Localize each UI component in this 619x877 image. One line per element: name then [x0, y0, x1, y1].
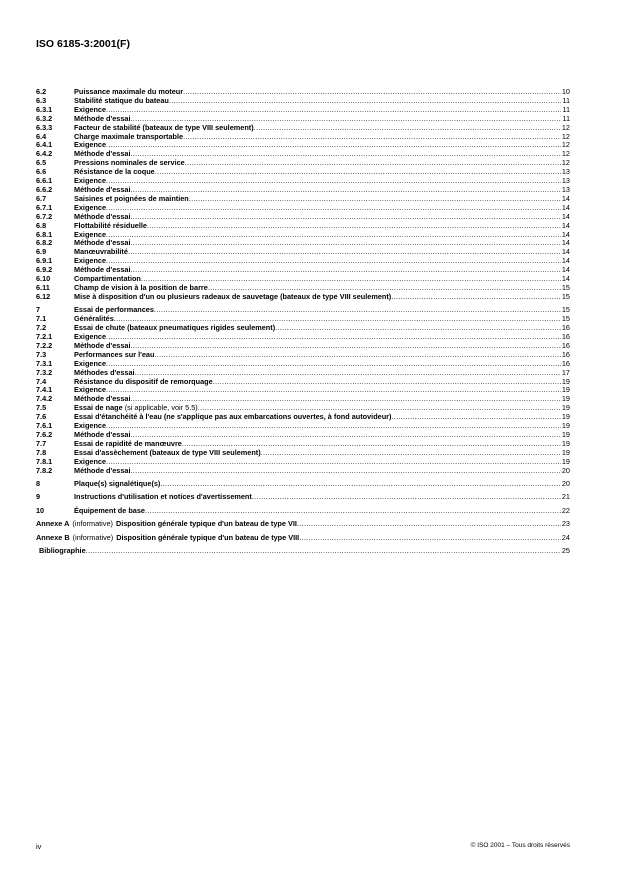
- toc-entry-number: Annexe B: [36, 532, 70, 542]
- toc-dot-leader: [106, 360, 561, 369]
- toc-entry-number: 7.8.2: [36, 465, 53, 475]
- toc-entry-title-text: Flottabilité résiduelle: [74, 220, 147, 230]
- toc-entry-page: 19: [561, 421, 570, 431]
- toc-entry-number: 6.3: [36, 95, 47, 105]
- page-number: iv: [36, 842, 42, 851]
- toc-entry-number: 6.8.2: [36, 238, 53, 248]
- toc-entry[interactable]: [36, 168, 570, 177]
- toc-entry-number: 6.6.2: [36, 184, 53, 194]
- toc-entry-page: 19: [561, 403, 570, 413]
- toc-entry[interactable]: [36, 534, 570, 543]
- toc-entry-page: 11: [562, 104, 570, 114]
- toc-entry-title-text: Exigence: [74, 140, 107, 150]
- toc-entry-page: 15: [561, 305, 570, 315]
- toc-entry-title-text: Exigence: [74, 385, 107, 395]
- toc-dot-leader: [154, 351, 560, 360]
- toc-entry-number: 7.5: [36, 403, 47, 413]
- toc-entry-number: 7.2.2: [36, 340, 53, 350]
- toc-entry-title: [74, 293, 391, 302]
- toc-dot-leader: [213, 378, 561, 387]
- toc-entry[interactable]: [36, 507, 570, 516]
- toc-entry-number: 7.6.1: [36, 421, 53, 431]
- toc-dot-leader: [155, 168, 561, 177]
- toc-dot-leader: [154, 306, 561, 315]
- toc-entry-page: 15: [561, 282, 570, 292]
- copyright-notice: © ISO 2001 – Tous droits réservés: [470, 842, 570, 849]
- toc-dot-leader: [145, 507, 561, 516]
- toc-dot-leader: [106, 231, 561, 240]
- toc-entry-page: 14: [561, 238, 570, 248]
- toc-entry-number: 7.8.1: [36, 456, 53, 466]
- toc-entry-title-text: Performances sur l'eau: [74, 349, 155, 359]
- toc-dot-leader: [130, 342, 560, 351]
- toc-entry-page: 14: [561, 193, 570, 203]
- toc-entry-title-text: Mise à disposition d'un ou plusieurs radeaux de sauvetage (bateaux de type VIII seulement): [74, 291, 392, 301]
- toc-entry-number: 6.8: [36, 220, 47, 230]
- toc-entry-number: 6.3.3: [36, 122, 53, 132]
- toc-entry-number: 8: [36, 478, 41, 488]
- toc-dot-leader: [160, 480, 561, 489]
- toc-entry[interactable]: [36, 324, 570, 333]
- toc-entry[interactable]: [36, 467, 570, 476]
- toc-entry-title-text: Exigence: [74, 358, 107, 368]
- toc-entry-page: 19: [561, 394, 570, 404]
- toc-entry-number: 6.4: [36, 131, 47, 141]
- toc-entry-title: [74, 480, 160, 489]
- toc-entry-title-text: Pressions nominales de service: [74, 158, 185, 168]
- toc-entry-number: 6.2: [36, 87, 47, 96]
- toc-entry-page: 16: [561, 340, 570, 350]
- toc-dot-leader: [183, 133, 561, 142]
- toc-entry-page: 19: [561, 438, 570, 448]
- toc-entry[interactable]: [36, 520, 570, 529]
- toc-entry-page: 14: [561, 274, 570, 284]
- toc-dot-leader: [106, 177, 561, 186]
- toc-entry-number: 6.9.2: [36, 265, 53, 275]
- toc-entry[interactable]: [36, 306, 570, 315]
- toc-dot-leader: [261, 449, 561, 458]
- toc-entry-page: 20: [561, 465, 570, 475]
- toc-dot-leader: [297, 520, 561, 529]
- toc-entry-number: 7.6.2: [36, 429, 53, 439]
- toc-entry-page: 12: [561, 131, 570, 141]
- toc-entry-page: 23: [561, 519, 570, 529]
- toc-entry-number: 6.8.1: [36, 229, 53, 239]
- toc-entry-number: 6.7: [36, 193, 47, 203]
- toc-entry-number: 6.9: [36, 247, 47, 257]
- toc-entry-page: 19: [561, 456, 570, 466]
- toc-entry-number: 7.3: [36, 349, 47, 359]
- toc-entry-page: 14: [561, 247, 570, 257]
- toc-dot-leader: [391, 293, 561, 302]
- toc-entry-page: 15: [561, 291, 570, 301]
- toc-entry-page: 24: [561, 532, 570, 542]
- toc-entry-page: 19: [561, 376, 570, 386]
- toc-entry[interactable]: [36, 248, 570, 257]
- toc-entry-title-text: Champ de vision à la position de barre: [74, 282, 208, 292]
- toc-entry-number: 7.4: [36, 376, 47, 386]
- toc-dot-leader: [391, 413, 560, 422]
- toc-entry-number: 6.5: [36, 158, 47, 168]
- toc-entry-title-text: Méthode d'essai: [74, 265, 131, 275]
- toc-dot-leader: [106, 422, 561, 431]
- toc-entry-title-text: Charge maximale transportable: [74, 131, 184, 141]
- toc-entry-title-text: Instructions d'utilisation et notices d'avertissement: [74, 492, 252, 502]
- toc-entry-page: 14: [561, 220, 570, 230]
- toc-entry-number: 6.7.2: [36, 211, 53, 221]
- toc-entry-number: 6.3.1: [36, 104, 53, 114]
- toc-dot-leader: [130, 150, 560, 159]
- toc-dot-leader: [106, 106, 561, 115]
- toc-entry-title-text: Méthode d'essai: [74, 211, 131, 221]
- toc-dot-leader: [275, 324, 561, 333]
- toc-entry-title-text: Exigence: [74, 176, 107, 186]
- toc-entry-page: 14: [561, 202, 570, 212]
- toc-entry-number: 7.1: [36, 314, 47, 324]
- toc-dot-leader: [130, 431, 560, 440]
- toc-entry-page: 19: [561, 429, 570, 439]
- toc-entry-title-text: Plaque(s) signalétique(s): [74, 478, 161, 488]
- toc-entry-title-text: Résistance du dispositif de remorquage: [74, 376, 213, 386]
- toc-dot-leader: [189, 195, 561, 204]
- toc-entry-page: 19: [561, 385, 570, 395]
- toc-entry[interactable]: [36, 378, 570, 387]
- toc-entry-title-text: Bibliographie: [39, 546, 86, 555]
- toc-entry[interactable]: [36, 351, 570, 360]
- toc-entry-title-text: Disposition générale typique d'un bateau de type VII: [115, 519, 297, 529]
- toc-entry-title: [74, 507, 145, 516]
- toc-entry[interactable]: [36, 449, 570, 458]
- toc-entry-page: 16: [561, 358, 570, 368]
- toc-entry-title-text: Méthodes d'essai: [74, 367, 135, 377]
- toc-dot-leader: [185, 159, 561, 168]
- toc-entry[interactable]: [36, 195, 570, 204]
- toc-dot-leader: [106, 204, 561, 213]
- toc-entry-page: 15: [561, 314, 570, 324]
- toc-entry-title-text: Méthode d'essai: [74, 465, 131, 475]
- toc-entry-title-text: Essai de rapidité de manœuvre: [74, 438, 182, 448]
- toc-entry-title-text: Méthode d'essai: [74, 184, 131, 194]
- toc-entry-number: 7.6: [36, 412, 47, 422]
- toc-entry-number: Annexe A: [36, 519, 70, 529]
- toc-entry[interactable]: [36, 133, 570, 142]
- toc-annex-note: (informative): [72, 532, 114, 542]
- toc-dot-leader: [254, 124, 561, 133]
- toc-entry-title-text: Disposition générale typique d'un bateau de type VIII: [116, 532, 300, 542]
- toc-entry[interactable]: [36, 547, 570, 556]
- toc-entry-page: 25: [561, 546, 570, 555]
- toc-entry-page: 19: [561, 412, 570, 422]
- toc-entry[interactable]: [36, 413, 570, 422]
- toc-entry-title-text: Facteur de stabilité (bateaux de type VIII seulement): [74, 122, 254, 132]
- toc-entry-title-text: Exigence: [74, 421, 107, 431]
- toc-entry-title-text: Méthode d'essai: [74, 394, 131, 404]
- toc-entry-page: 12: [561, 140, 570, 150]
- toc-entry-title: [116, 534, 299, 543]
- toc-entry-number: 6.10: [36, 274, 51, 284]
- toc-dot-leader: [106, 333, 561, 342]
- toc-entry-page: 14: [561, 265, 570, 275]
- toc-entry-number: 6.3.2: [36, 113, 53, 123]
- toc-entry-title-text: Puissance maximale du moteur: [74, 87, 184, 96]
- toc-entry-page: 13: [561, 184, 570, 194]
- toc-entry-page: 13: [561, 167, 570, 177]
- toc-entry-number: 7.8: [36, 447, 47, 457]
- toc-entry-title-text: Méthode d'essai: [74, 429, 131, 439]
- toc-dot-leader: [106, 386, 561, 395]
- toc-entry-page: 13: [561, 176, 570, 186]
- toc-entry-title-text: Essai d'assèchement (bateaux de type VIII seulement): [74, 447, 261, 457]
- toc-dot-leader: [252, 493, 561, 502]
- toc-entry-title-text: Équipement de base: [74, 505, 145, 515]
- toc-entry-number: 7.2: [36, 323, 47, 333]
- toc-entry-page: 11: [562, 113, 570, 123]
- toc-dot-leader: [147, 222, 561, 231]
- toc-entry-title-text: Méthode d'essai: [74, 238, 131, 248]
- toc-entry-page: 12: [561, 158, 570, 168]
- toc-entry-title-text: Généralités: [74, 314, 114, 324]
- toc-entry-title-text: Exigence: [74, 331, 107, 341]
- toc-entry-title-text: Compartimentation: [74, 274, 141, 284]
- toc-entry-page: 16: [561, 331, 570, 341]
- toc-entry-number: 6.12: [36, 291, 51, 301]
- toc-entry-page: 16: [561, 349, 570, 359]
- toc-entry-title-text: Exigence: [74, 456, 107, 466]
- toc-entry-page: 14: [561, 256, 570, 266]
- toc-dot-leader: [130, 213, 560, 222]
- toc-dot-leader: [106, 257, 561, 266]
- toc-entry-page: 21: [561, 492, 570, 502]
- toc-dot-leader: [130, 467, 560, 476]
- toc-entry-title: [39, 547, 86, 556]
- toc-entry-number: 7.4.2: [36, 394, 53, 404]
- toc-entry-title-text: Essai de chute (bateaux pneumatiques rigides seulement): [74, 323, 276, 333]
- toc-entry-number: 7.3.1: [36, 358, 53, 368]
- toc-entry[interactable]: [36, 97, 570, 106]
- toc-entry[interactable]: [36, 493, 570, 502]
- toc-entry-number: 6.4.1: [36, 140, 53, 150]
- toc-entry-title: [116, 520, 297, 529]
- toc-entry-title-text: Exigence: [74, 256, 107, 266]
- toc-entry-page: 10: [561, 87, 570, 96]
- toc-entry-title-text: Essai de performances: [74, 305, 154, 315]
- toc-entry-title: [74, 413, 391, 422]
- toc-entry-page: 22: [561, 505, 570, 515]
- toc-entry-number: 10: [36, 505, 45, 515]
- toc-entry-title-text: Méthode d'essai: [74, 340, 131, 350]
- toc-entry-page: 11: [562, 95, 570, 105]
- toc-entry-title-text: Méthode d'essai: [74, 113, 131, 123]
- table-of-contents: [36, 88, 570, 556]
- toc-entry-number: 7.2.1: [36, 331, 53, 341]
- toc-entry-number: 7.3.2: [36, 367, 53, 377]
- toc-entry[interactable]: [36, 480, 570, 489]
- toc-entry-number: 7: [36, 305, 41, 315]
- toc-entry-title-text: Exigence: [74, 104, 107, 114]
- toc-dot-leader: [299, 534, 561, 543]
- toc-entry-page: 12: [561, 122, 570, 132]
- toc-dot-leader: [128, 248, 561, 257]
- toc-entry-title-text: Méthode d'essai: [74, 149, 131, 159]
- toc-entry-title-text: Stabilité statique du bateau: [74, 95, 169, 105]
- toc-entry-number: 6.4.2: [36, 149, 53, 159]
- toc-entry-number: 6.7.1: [36, 202, 53, 212]
- toc-dot-leader: [106, 458, 561, 467]
- toc-entry-title: [74, 493, 252, 502]
- toc-entry-page: 12: [561, 149, 570, 159]
- toc-entry-title-text: Essai de nage: [74, 403, 123, 413]
- toc-entry-title-text: Manœuvrabilité: [74, 247, 128, 257]
- toc-entry-page: 19: [561, 447, 570, 457]
- toc-entry-page: 17: [561, 367, 570, 377]
- toc-dot-leader: [169, 97, 562, 106]
- toc-entry-number: 6.11: [36, 282, 50, 292]
- toc-dot-leader: [130, 239, 560, 248]
- toc-entry-page: 16: [561, 323, 570, 333]
- toc-dot-leader: [130, 266, 560, 275]
- toc-dot-leader: [130, 186, 560, 195]
- toc-entry-page: 14: [561, 229, 570, 239]
- toc-entry-number: 9: [36, 492, 41, 502]
- toc-entry-number: 6.9.1: [36, 256, 53, 266]
- toc-dot-leader: [106, 141, 561, 150]
- toc-entry-title-text: Saisines et poignées de maintien: [74, 193, 189, 203]
- toc-entry-title-text: Exigence: [74, 229, 107, 239]
- toc-entry-number: 6.6: [36, 167, 47, 177]
- toc-entry-title-text: Exigence: [74, 202, 107, 212]
- toc-entry-number: 7.4.1: [36, 385, 53, 395]
- toc-entry-note: (si applicable, voir 5.5): [124, 403, 198, 413]
- toc-entry[interactable]: [36, 222, 570, 231]
- toc-entry[interactable]: [36, 293, 570, 302]
- toc-entry-number: 6.6.1: [36, 176, 53, 186]
- toc-annex-note: (informative): [72, 519, 113, 529]
- toc-entry-page: 20: [561, 478, 570, 488]
- toc-entry-title-text: Essai d'étanchéité à l'eau (ne s'applique pas aux embarcations ouvertes, à fond autovideur): [74, 412, 392, 422]
- toc-dot-leader: [86, 547, 561, 556]
- toc-entry-title-text: Résistance de la coque: [74, 167, 155, 177]
- toc-dot-leader: [183, 88, 561, 97]
- toc-entry-number: 7.7: [36, 438, 47, 448]
- document-id-header: ISO 6185-3:2001(F): [36, 38, 130, 50]
- toc-entry-title: [74, 467, 130, 476]
- toc-entry-page: 14: [561, 211, 570, 221]
